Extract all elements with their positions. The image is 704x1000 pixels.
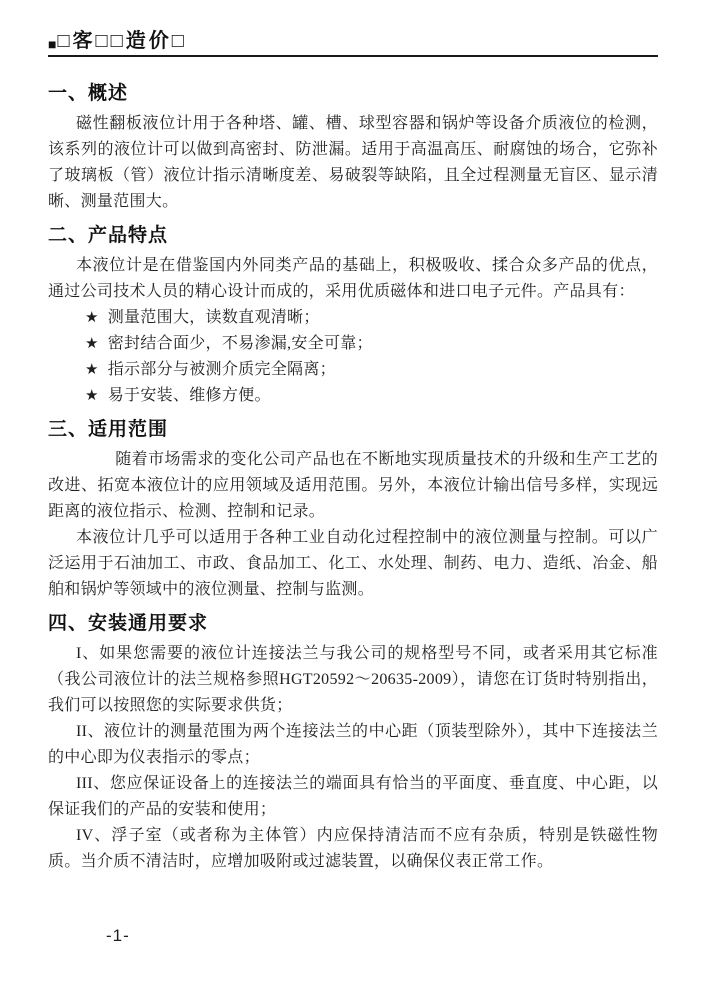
feature-list-item	[48, 305, 658, 331]
scope-paragraph-2: 本液位计几乎可以适用于各种工业自动化过程控制中的液位测量与控制。可以广泛运用于石油加工、市政、食品加工、化工、水处理、制药、电力、造纸、冶金、船舶和锅炉等领域中的液位测量、控制与监测。	[48, 529, 658, 598]
installation-item-4: IV、浮子室（或者称为主体管）内应保持清洁而不应有杂质，特别是铁磁性物质。当介质不清洁时，应增加吸附或过滤装置，以确保仪表正常工作。	[48, 827, 658, 870]
feature-list-item	[48, 331, 658, 357]
header-title: □客□□造价□	[57, 30, 187, 52]
star-icon: ★	[85, 362, 99, 378]
star-icon: ★	[85, 310, 99, 326]
feature-item-text: 测量范围大，读数直观清晰；	[107, 309, 320, 326]
installation-item-1: I、如果您需要的液位计连接法兰与我公司的规格型号不同，或者采用其它标准（我公司液位计的法兰规格参照HGT20592～20635-2009），请您在订货时特别指出，我们可以按照您的实际要求供货；	[48, 645, 658, 714]
installation-item-2: II、液位计的测量范围为两个连接法兰的中心距（顶装型除外），其中下连接法兰的中心即为仪表指示的零点；	[48, 723, 658, 766]
section-heading-features: 二、产品特点	[48, 225, 169, 246]
section-heading-installation: 四、安装通用要求	[48, 613, 209, 634]
overview-paragraph: 磁性翻板液位计用于各种塔、罐、槽、球型容器和锅炉等设备介质液位的检测，该系列的液位计可以做到高密封、防泄漏。适用于高温高压、耐腐蚀的场合，它弥补了玻璃板（管）液位计指示清晰度差、易破裂等缺陷，且全过程测量无盲区、显示清晰、测量范围大。	[48, 115, 658, 210]
star-icon: ★	[85, 388, 99, 404]
page-number: -1-	[106, 926, 130, 945]
section-heading-overview: 一、概述	[48, 83, 129, 104]
feature-item-text: 密封结合面少，不易渗漏,安全可靠；	[107, 335, 373, 352]
feature-list-item	[48, 357, 658, 383]
scope-paragraph-1: 随着市场需求的变化公司产品也在不断地实现质量技术的升级和生产工艺的改进、拓宽本液位计的应用领域及适用范围。另外，本液位计输出信号多样，实现远距离的液位指示、检测、控制和记录。	[48, 451, 658, 520]
section-heading-scope: 三、适用范围	[48, 419, 169, 440]
star-icon: ★	[85, 336, 99, 352]
feature-item-text: 指示部分与被测介质完全隔离；	[107, 361, 336, 378]
installation-item-3: III、您应保证设备上的连接法兰的端面具有恰当的平面度、垂直度、中心距，以保证我们的产品的安装和使用；	[48, 775, 658, 818]
features-intro-paragraph: 本液位计是在借鉴国内外同类产品的基础上，积极吸收、揉合众多产品的优点，通过公司技术人员的精心设计而成的，采用优质磁体和进口电子元件。产品具有：	[48, 257, 658, 300]
feature-item-text: 易于安装、维修方便。	[107, 387, 271, 404]
page-header	[48, 30, 658, 57]
feature-list-item	[48, 383, 658, 409]
square-bullet-icon: ■	[48, 36, 57, 52]
feature-list	[48, 305, 658, 409]
